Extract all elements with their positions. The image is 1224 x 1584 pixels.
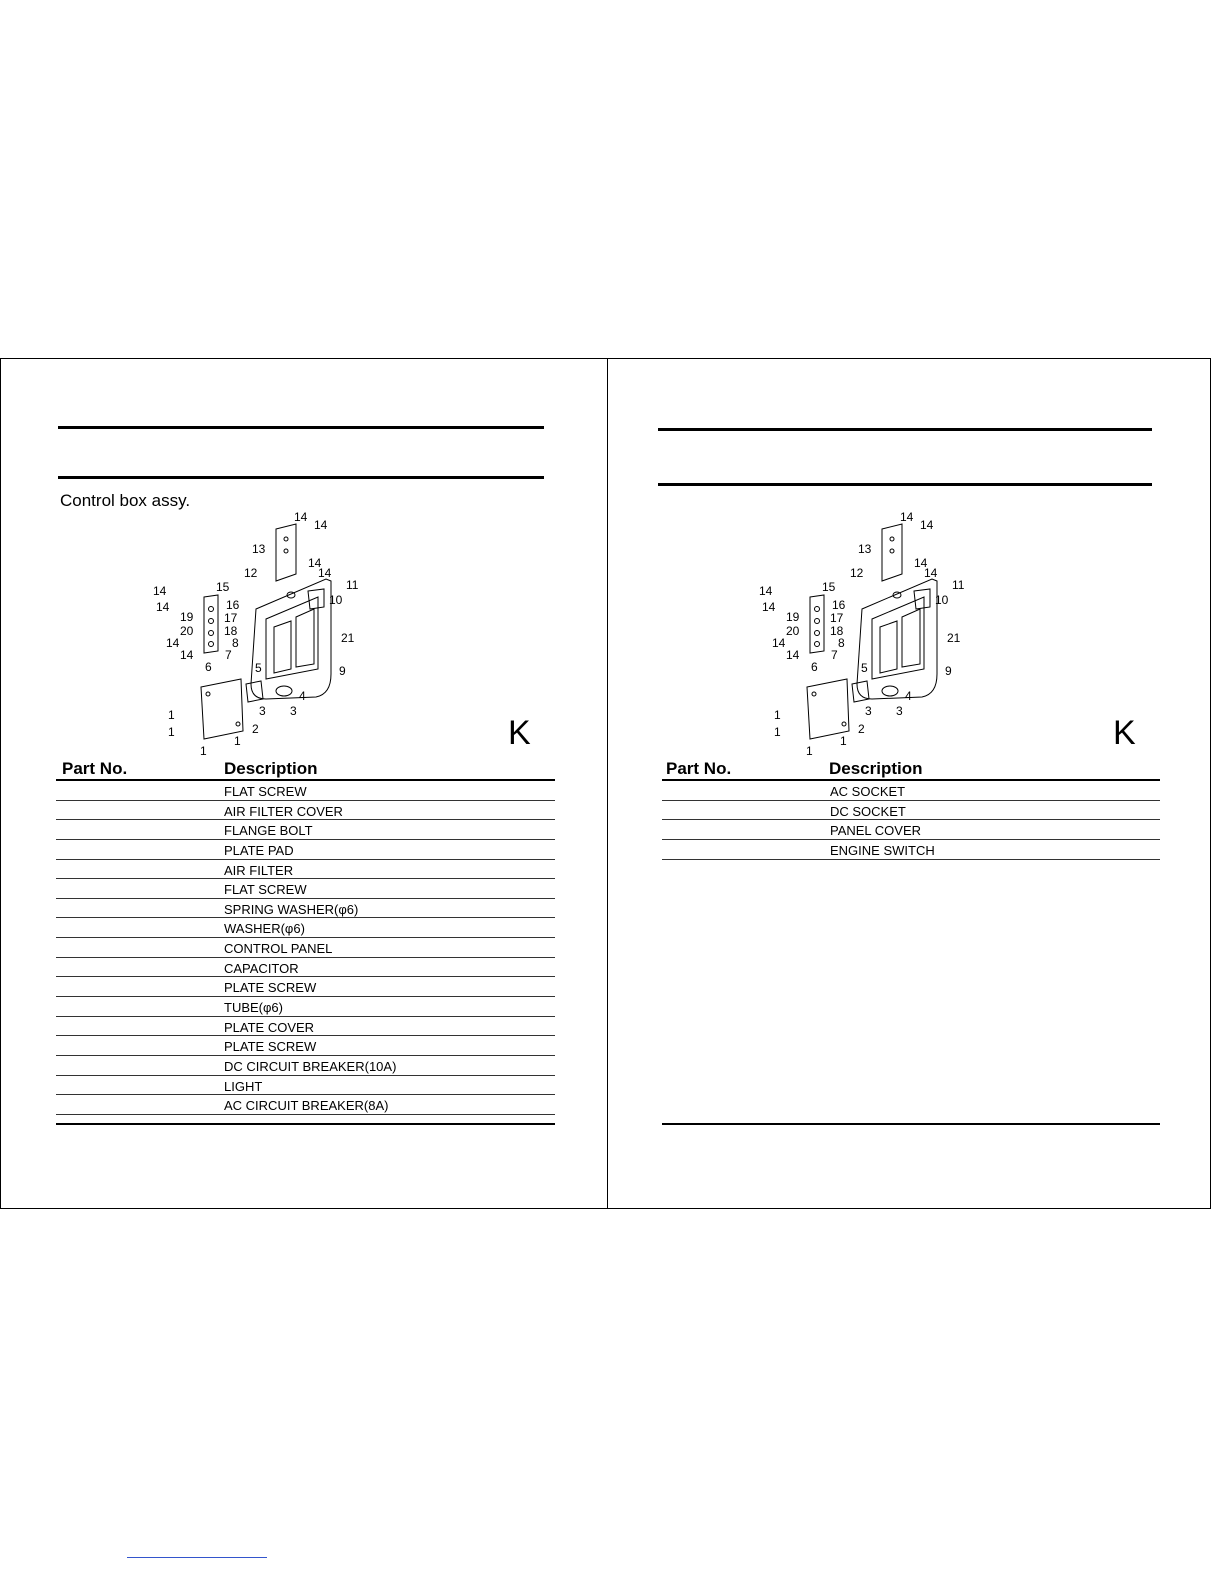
part-description: FLAT SCREW xyxy=(224,882,307,898)
col-header-description: Description xyxy=(829,759,923,778)
svg-text:14: 14 xyxy=(924,566,938,580)
svg-text:10: 10 xyxy=(935,593,949,607)
svg-text:20: 20 xyxy=(180,624,194,638)
parts-table xyxy=(662,781,1160,860)
svg-text:19: 19 xyxy=(786,610,800,624)
table-row xyxy=(56,801,555,821)
svg-text:14: 14 xyxy=(318,566,332,580)
part-description: DC SOCKET xyxy=(830,803,906,819)
view-letter: K xyxy=(508,714,531,752)
part-description: DC CIRCUIT BREAKER(10A) xyxy=(224,1058,397,1074)
svg-text:14: 14 xyxy=(762,600,776,614)
svg-text:3: 3 xyxy=(290,704,297,718)
svg-text:11: 11 xyxy=(952,578,965,592)
svg-text:14: 14 xyxy=(180,648,194,662)
svg-text:18: 18 xyxy=(830,624,844,638)
part-description: AIR FILTER xyxy=(224,862,294,878)
part-description: TUBE(φ6) xyxy=(224,1000,283,1016)
part-description: WASHER(φ6) xyxy=(224,921,305,937)
svg-text:4: 4 xyxy=(905,689,912,703)
svg-text:9: 9 xyxy=(339,664,346,678)
svg-text:10: 10 xyxy=(329,593,343,607)
table-row xyxy=(56,958,555,978)
table-row xyxy=(56,1017,555,1037)
svg-text:20: 20 xyxy=(786,624,800,638)
col-header-part-no: Part No. xyxy=(666,759,732,778)
part-description: CAPACITOR xyxy=(224,960,299,976)
svg-text:14: 14 xyxy=(914,556,928,570)
part-description: FLAT SCREW xyxy=(224,784,307,799)
table-end-rule xyxy=(56,1123,555,1125)
svg-text:14: 14 xyxy=(314,518,328,532)
part-description: PLATE SCREW xyxy=(224,980,317,996)
svg-text:7: 7 xyxy=(831,648,838,662)
svg-text:2: 2 xyxy=(858,722,865,736)
svg-text:5: 5 xyxy=(255,661,262,675)
table-row xyxy=(56,860,555,880)
svg-text:12: 12 xyxy=(850,566,864,580)
svg-text:1: 1 xyxy=(168,725,175,739)
svg-text:14: 14 xyxy=(294,510,308,524)
svg-text:8: 8 xyxy=(838,636,845,650)
catalog-sheet xyxy=(0,358,1211,1209)
table-row xyxy=(56,918,555,938)
header-rule-bottom xyxy=(658,483,1152,486)
svg-text:14: 14 xyxy=(920,518,934,532)
svg-text:15: 15 xyxy=(216,580,230,594)
svg-text:14: 14 xyxy=(166,636,180,650)
svg-text:16: 16 xyxy=(226,598,240,612)
svg-text:3: 3 xyxy=(896,704,903,718)
svg-text:8: 8 xyxy=(232,636,239,650)
part-description: AC SOCKET xyxy=(830,784,906,799)
table-row xyxy=(56,1036,555,1056)
section-title: Control box assy. xyxy=(60,491,191,510)
exploded-diagram xyxy=(752,509,972,759)
svg-text:6: 6 xyxy=(205,660,212,674)
col-header-part-no: Part No. xyxy=(62,759,128,778)
svg-text:14: 14 xyxy=(759,584,773,598)
exploded-diagram xyxy=(146,509,366,759)
part-description: AIR FILTER COVER xyxy=(224,803,343,819)
right-page xyxy=(608,359,1213,1208)
part-description: PANEL COVER xyxy=(830,823,922,839)
svg-text:7: 7 xyxy=(225,648,232,662)
table-row xyxy=(56,1095,555,1115)
part-description: LIGHT xyxy=(224,1078,263,1094)
svg-text:6: 6 xyxy=(811,660,818,674)
table-row xyxy=(56,997,555,1017)
table-row xyxy=(56,879,555,899)
svg-text:1: 1 xyxy=(168,708,175,722)
table-end-rule xyxy=(662,1123,1160,1125)
header-rule-bottom xyxy=(58,476,544,479)
table-row xyxy=(662,820,1160,840)
table-row xyxy=(662,781,1160,801)
part-description: CONTROL PANEL xyxy=(224,941,333,957)
svg-text:3: 3 xyxy=(259,704,266,718)
table-row xyxy=(662,840,1160,860)
view-letter: K xyxy=(1113,714,1136,752)
parts-table xyxy=(56,781,555,1115)
svg-text:17: 17 xyxy=(830,611,844,625)
svg-text:14: 14 xyxy=(153,584,167,598)
left-page xyxy=(1,359,606,1208)
svg-text:1: 1 xyxy=(774,708,781,722)
svg-text:12: 12 xyxy=(244,566,258,580)
table-row xyxy=(56,899,555,919)
svg-text:3: 3 xyxy=(865,704,872,718)
svg-text:19: 19 xyxy=(180,610,194,624)
svg-text:16: 16 xyxy=(832,598,846,612)
svg-text:1: 1 xyxy=(200,744,207,758)
table-row xyxy=(56,1056,555,1076)
svg-text:1: 1 xyxy=(774,725,781,739)
svg-text:17: 17 xyxy=(224,611,238,625)
part-description: PLATE PAD xyxy=(224,842,294,858)
svg-text:21: 21 xyxy=(947,631,961,645)
part-description: ENGINE SWITCH xyxy=(830,842,935,858)
svg-text:4: 4 xyxy=(299,689,306,703)
svg-text:2: 2 xyxy=(252,722,259,736)
svg-text:18: 18 xyxy=(224,624,238,638)
svg-text:14: 14 xyxy=(156,600,170,614)
svg-text:1: 1 xyxy=(806,744,813,758)
svg-text:1: 1 xyxy=(840,734,847,748)
table-row xyxy=(56,938,555,958)
part-description: PLATE COVER xyxy=(224,1019,315,1035)
footer-link-underline[interactable] xyxy=(127,1557,267,1558)
table-row xyxy=(56,840,555,860)
table-row xyxy=(56,1076,555,1096)
svg-text:14: 14 xyxy=(308,556,322,570)
svg-text:13: 13 xyxy=(252,542,266,556)
svg-text:21: 21 xyxy=(341,631,355,645)
col-header-description: Description xyxy=(224,759,318,778)
part-description: AC CIRCUIT BREAKER(8A) xyxy=(224,1098,389,1114)
svg-text:14: 14 xyxy=(900,510,914,524)
svg-text:14: 14 xyxy=(772,636,786,650)
svg-text:15: 15 xyxy=(822,580,836,594)
table-row xyxy=(662,801,1160,821)
svg-text:11: 11 xyxy=(346,578,359,592)
header-rule-top xyxy=(58,426,544,429)
table-row xyxy=(56,977,555,997)
svg-text:14: 14 xyxy=(786,648,800,662)
svg-text:9: 9 xyxy=(945,664,952,678)
svg-text:1: 1 xyxy=(234,734,241,748)
svg-text:5: 5 xyxy=(861,661,868,675)
part-description: SPRING WASHER(φ6) xyxy=(224,901,359,917)
header-rule-top xyxy=(658,428,1152,431)
part-description: FLANGE BOLT xyxy=(224,823,313,839)
table-row xyxy=(56,820,555,840)
svg-text:13: 13 xyxy=(858,542,872,556)
table-row xyxy=(56,781,555,801)
part-description: PLATE SCREW xyxy=(224,1039,317,1055)
